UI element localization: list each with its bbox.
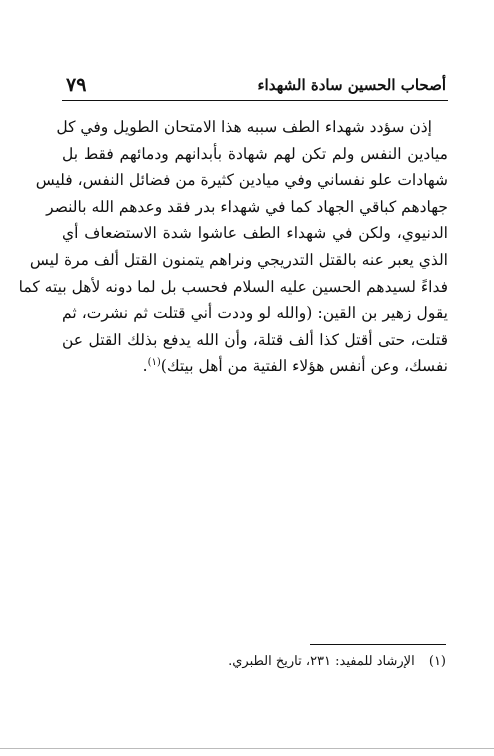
header-divider [62, 100, 448, 101]
text-line: الذي يعبر عنه بالقتل التدريجي ونراهم يتمنون القتل ألف مرة ليس [29, 250, 448, 269]
text-line-last [62, 353, 448, 380]
text-line: ميادين النفس ولم تكن لهم شهادة بأبدانهم ودمائهم فقط بل [62, 144, 448, 163]
text-line: جهادهم كباقي الجهاد كما في شهداء بدر فقد وعدهم الله بالنصر [46, 197, 448, 216]
closing-period: . [142, 357, 148, 376]
footnote [228, 654, 446, 669]
footnote-text: الإرشاد للمفيد: ٢٣١، تاريخ الطبري. [228, 654, 415, 669]
text-line: إذن سؤدد شهداء الطف سببه هذا الامتحان الطويل وفي كل [56, 118, 432, 136]
text-line: يقول زهير بن القين: (والله لو وددت أني قتلت ثم نشرت، ثم [62, 304, 448, 323]
footnote-reference[interactable]: (١) [147, 357, 161, 369]
footnote-number: (١) [428, 654, 446, 669]
running-header-title: أصحاب الحسين سادة الشهداء [257, 76, 446, 94]
text-line: الدنيوي، ولكن في شهداء الطف عاشوا شدة الاستضعاف أي [62, 224, 448, 243]
text-line: قتلت، حتى أقتل كذا ألف قتلة، وأن الله يدفع بذلك القتل عن [62, 330, 448, 349]
text-line: شهادات علو نفساني وفي ميادين كثيرة من فضائل النفس، فليس [35, 171, 448, 190]
text-line: فداءً لسيدهم الحسين عليه السلام فحسب بل لما دونه لأهل بيته كما [18, 277, 448, 296]
footnote-divider [310, 644, 446, 645]
body-paragraph [18, 114, 448, 380]
text-line-content: نفسك، وعن أنفس هؤلاء الفتية من أهل بيتك) [160, 357, 448, 376]
page-header [62, 74, 446, 100]
page-bottom-edge [0, 748, 494, 749]
page-number: ٧٩ [66, 74, 87, 96]
